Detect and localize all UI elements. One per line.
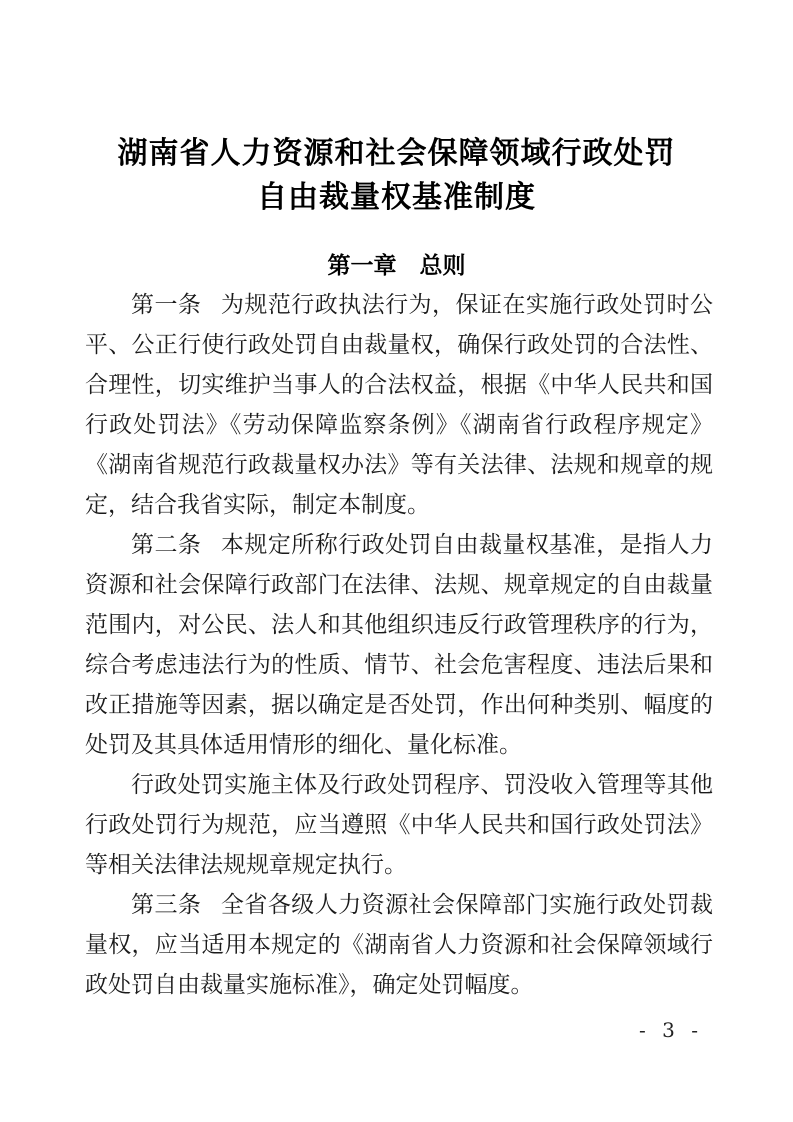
article-2-text: 本规定所称行政处罚自由裁量权基准，是指人力资源和社会保障行政部门在法律、法规、规章规定的自由裁量范围内，对公民、法人和其他组织违反行政管理秩序的行为，综合考虑违法行为的性质、情节、社会危害程度、违法后果和改正措施等因素，据以确定是否处罚，作出何种类别、幅度的处罚及其具体适用情形的细化、量化标准。 — [85, 532, 714, 758]
paragraph-article-1 — [85, 285, 713, 525]
document-title-line1: 湖南省人力资源和社会保障领域行政处罚 — [117, 136, 676, 171]
page-number: - 3 - — [639, 1018, 703, 1042]
article-1-text: 为规范行政执法行为，保证在实施行政处罚时公平、公正行使行政处罚自由裁量权，确保行政处罚的合法性、合理性，切实维护当事人的合法权益，根据《中华人民共和国行政处罚法》《劳动保障监察条例》《湖南省行政程序规定》《湖南省规范行政裁量权办法》等有关法律、法规和规章的规定，结合我省实际，制定本制度。 — [85, 292, 714, 518]
article-2-label: 第二条 — [131, 532, 202, 558]
article-3-label: 第三条 — [131, 892, 202, 918]
article-1-label: 第一条 — [131, 292, 202, 318]
chapter-heading: 第一章 总则 — [327, 253, 466, 279]
paragraph-article-2 — [85, 525, 713, 765]
article-3-text: 全省各级人力资源社会保障部门实施行政处罚裁量权，应当适用本规定的《湖南省人力资源和社会保障领域行政处罚自由裁量实施标准》，确定处罚幅度。 — [85, 892, 714, 998]
article-2-continuation-text: 行政处罚实施主体及行政处罚程序、罚没收入管理等其他行政处罚行为规范，应当遵照《中华人民共和国行政处罚法》等相关法律法规规章规定执行。 — [85, 772, 713, 878]
document-title — [0, 132, 793, 220]
paragraph-article-2-continuation — [85, 765, 713, 885]
document-title-line2: 自由裁量权基准制度 — [257, 180, 536, 215]
document-body — [85, 285, 713, 1005]
paragraph-article-3 — [85, 885, 713, 1005]
